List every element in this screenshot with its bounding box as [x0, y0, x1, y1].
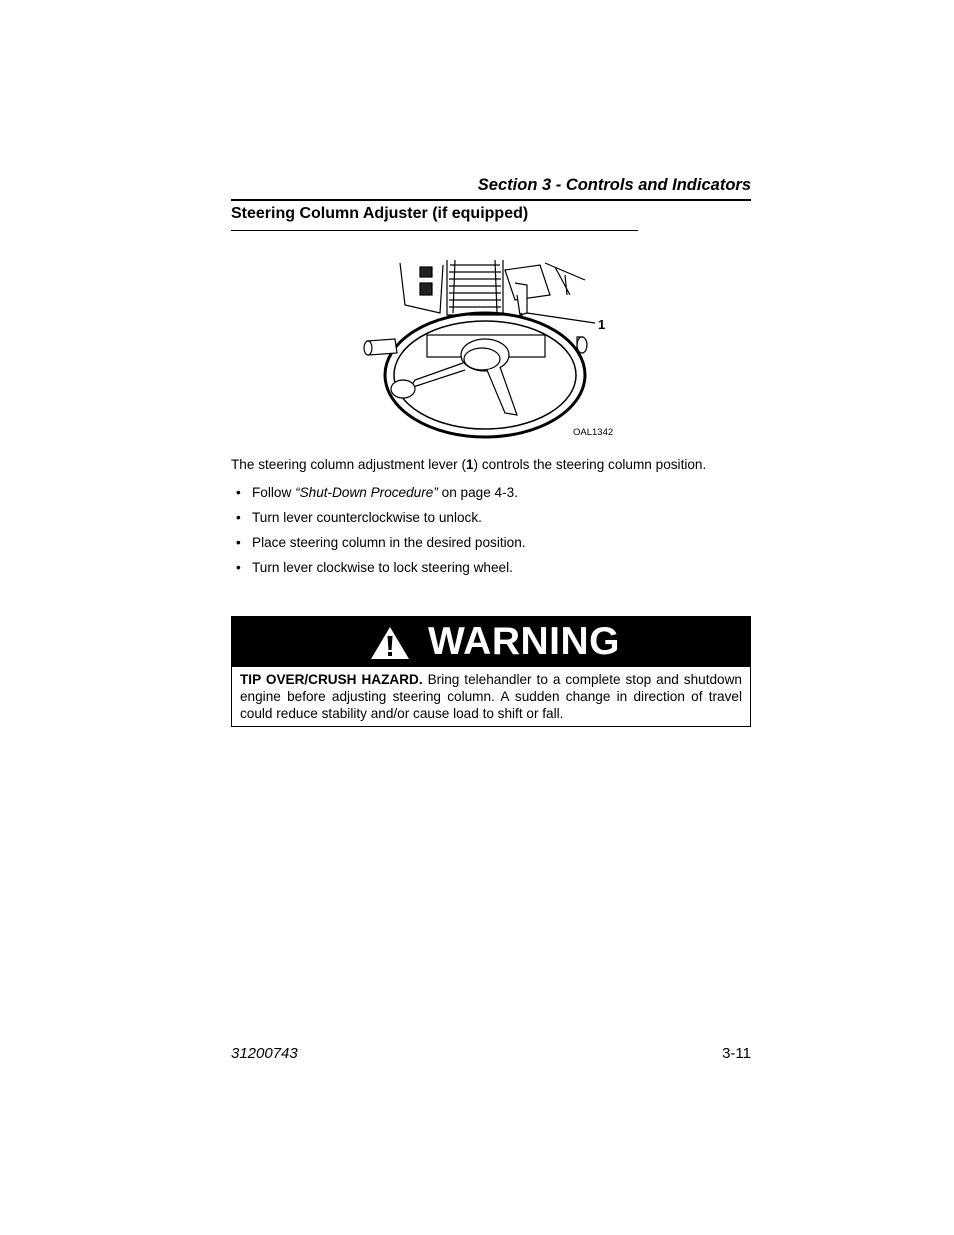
section-rule — [231, 199, 751, 201]
figure-callout-1: 1 — [598, 317, 606, 332]
intro-after: ) controls the steering column position. — [473, 457, 707, 472]
list-item-text: Place steering column in the desired position. — [252, 535, 526, 550]
list-item — [236, 484, 526, 509]
warning-triangle-icon — [369, 625, 411, 661]
bullet-icon: • — [236, 485, 241, 500]
shutdown-procedure-reference: “Shut-Down Procedure” — [295, 485, 438, 500]
list-item — [236, 534, 526, 559]
warning-body: Bring telehandler to a complete stop and shutdown engine before adjusting steering column. A sudden change in direction of travel could reduce stability and/or cause load to shift or fall. — [240, 672, 742, 721]
list-item — [236, 509, 526, 534]
warning-lead: TIP OVER/CRUSH HAZARD. — [240, 672, 423, 687]
list-item — [236, 559, 526, 584]
warning-title: WARNING — [428, 620, 620, 663]
intro-paragraph — [231, 457, 706, 472]
bullet-icon: • — [236, 560, 241, 575]
list-item-text: Turn lever clockwise to lock steering wheel. — [252, 560, 513, 575]
warning-message — [240, 671, 742, 722]
topic-title: Steering Column Adjuster (if equipped) — [231, 205, 529, 222]
intro-before: The steering column adjustment lever ( — [231, 457, 466, 472]
section-header: Section 3 - Controls and Indicators — [477, 176, 751, 194]
bullet-icon: • — [236, 535, 241, 550]
intro-callout-ref: 1 — [465, 457, 474, 472]
steering-column-illustration — [355, 255, 625, 445]
page-number: 3-11 — [722, 1045, 751, 1062]
warning-header — [232, 617, 750, 667]
list-item-pre: Follow — [252, 485, 296, 500]
figure-code: OAL1342 — [573, 427, 614, 438]
list-item-text: Turn lever counterclockwise to unlock. — [252, 510, 482, 525]
topic-rule — [231, 230, 638, 231]
warning-box — [231, 616, 751, 727]
bullet-icon: • — [236, 510, 241, 525]
procedure-list — [236, 484, 526, 584]
list-item-post: on page 4-3. — [437, 485, 518, 500]
document-number: 31200743 — [231, 1045, 298, 1062]
